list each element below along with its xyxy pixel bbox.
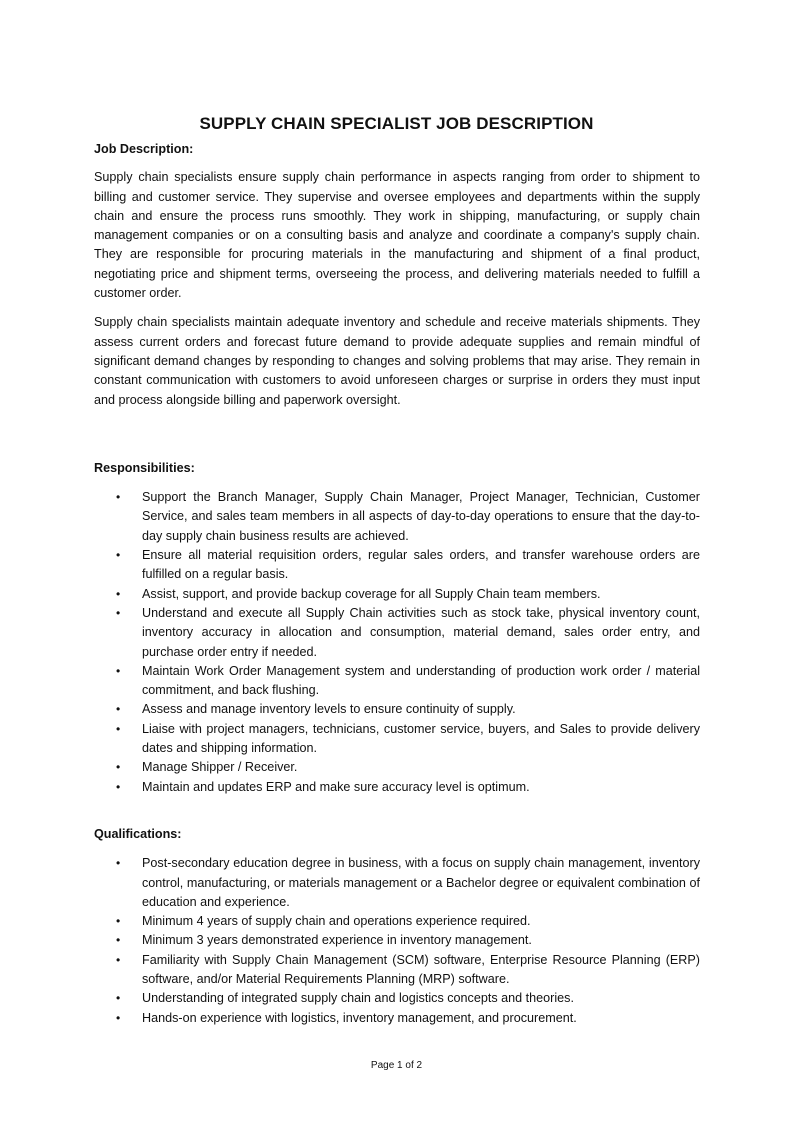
qualification-text: Understanding of integrated supply chain and logistics concepts and theories.	[142, 991, 574, 1006]
bullet-icon: •	[116, 760, 121, 775]
responsibility-item	[94, 488, 700, 546]
bullet-icon: •	[116, 1010, 121, 1025]
responsibility-item	[94, 700, 700, 719]
responsibility-item	[94, 720, 700, 759]
responsibility-text: Maintain Work Order Management system and understanding of production work order / material commitment, and back flushing.	[142, 663, 700, 698]
bullet-icon: •	[116, 914, 121, 929]
responsibility-item	[94, 604, 700, 662]
bullet-icon: •	[116, 605, 121, 620]
responsibilities-heading: Responsibilities:	[94, 460, 195, 475]
page-number: Page 1 of 2	[370, 1060, 423, 1071]
responsibility-item	[94, 662, 700, 701]
responsibility-text: Assist, support, and provide backup coverage for all Supply Chain team members.	[142, 586, 601, 601]
responsibility-item	[94, 585, 700, 604]
bullet-icon: •	[116, 933, 121, 948]
bullet-icon: •	[116, 779, 121, 794]
qualifications-heading: Qualifications:	[94, 826, 182, 841]
bullet-icon: •	[116, 548, 121, 563]
qualification-text: Hands-on experience with logistics, inventory management, and procurement.	[142, 1010, 577, 1025]
responsibility-text: Manage Shipper / Receiver.	[142, 760, 298, 775]
bullet-icon: •	[116, 952, 121, 967]
qualification-item	[94, 951, 700, 990]
responsibility-text: Ensure all material requisition orders, regular sales orders, and transfer warehouse orders are fulfilled on a regular basis.	[142, 548, 700, 582]
responsibility-item	[94, 778, 700, 797]
responsibility-text: Understand and execute all Supply Chain activities such as stock take, physical inventory count, inventory accuracy in allocation and consumption, material demand, sales order entry, and purchase order entry if needed.	[142, 605, 700, 659]
qualification-item	[94, 912, 700, 931]
bullet-icon: •	[116, 663, 121, 678]
bullet-icon: •	[116, 991, 121, 1006]
responsibility-text: Support the Branch Manager, Supply Chain Manager, Project Manager, Technician, Customer Service, and sales team members in all aspects of day-to-day operations to ensure that the day-to-day supply chain business results are achieved.	[142, 490, 700, 543]
bullet-icon: •	[116, 702, 121, 717]
document-body	[94, 140, 700, 1028]
qualification-text: Familiarity with Supply Chain Management (SCM) software, Enterprise Resource Planning (ERP) software, and/or Material Requirements Planning (MRP) software.	[142, 952, 700, 986]
job-description-heading: Job Description:	[94, 142, 194, 156]
job-description-paragraph-1: Supply chain specialists ensure supply chain performance in aspects ranging from order to shipment to billing and customer service. They supervise and oversee employees and departments within the supply chain and ensure the process runs smoothly. They work in shipping, manufacturing, or supply chain management companies or on a consulting basis and analyze and coordinate a company's supply chain. They are responsible for procuring materials in the manufacturing and shipment of a final product, negotiating price and shipment terms, overseeing the process, and delivering materials needed to fulfill a customer order.	[94, 170, 700, 301]
qualification-text: Minimum 4 years of supply chain and operations experience required.	[142, 914, 531, 929]
responsibility-text: Maintain and updates ERP and make sure accuracy level is optimum.	[142, 779, 530, 794]
qualification-item	[94, 1009, 700, 1028]
responsibility-item	[94, 758, 700, 777]
qualification-item	[94, 989, 700, 1008]
qualification-item	[94, 931, 700, 950]
bullet-icon: •	[116, 490, 121, 505]
responsibility-item	[94, 546, 700, 585]
bullet-icon: •	[116, 586, 121, 601]
job-description-paragraph-2: Supply chain specialists maintain adequate inventory and schedule and receive materials shipments. They assess current orders and forecast future demand to provide adequate supplies and remain mindful of significant demand changes by responding to changes and solving problems that may arise. They remain in constant communication with customers to avoid unforeseen charges or surprise in orders they must input and process alongside billing and paperwork oversight.	[94, 315, 700, 407]
responsibility-text: Liaise with project managers, technicians, customer service, buyers, and Sales to provide delivery dates and shipping information.	[142, 721, 700, 756]
qualifications-list	[94, 854, 700, 1028]
bullet-icon: •	[116, 721, 121, 736]
responsibility-text: Assess and manage inventory levels to ensure continuity of supply.	[142, 702, 516, 717]
qualification-text: Minimum 3 years demonstrated experience in inventory management.	[142, 933, 532, 948]
qualification-item	[94, 854, 700, 912]
document-title: SUPPLY CHAIN SPECIALIST JOB DESCRIPTION	[199, 114, 594, 133]
responsibilities-list	[94, 488, 700, 797]
bullet-icon: •	[116, 856, 121, 871]
qualification-text: Post-secondary education degree in business, with a focus on supply chain management, inventory control, manufacturing, or materials management or a Bachelor degree or equivalent combination of education and experience.	[142, 856, 700, 909]
